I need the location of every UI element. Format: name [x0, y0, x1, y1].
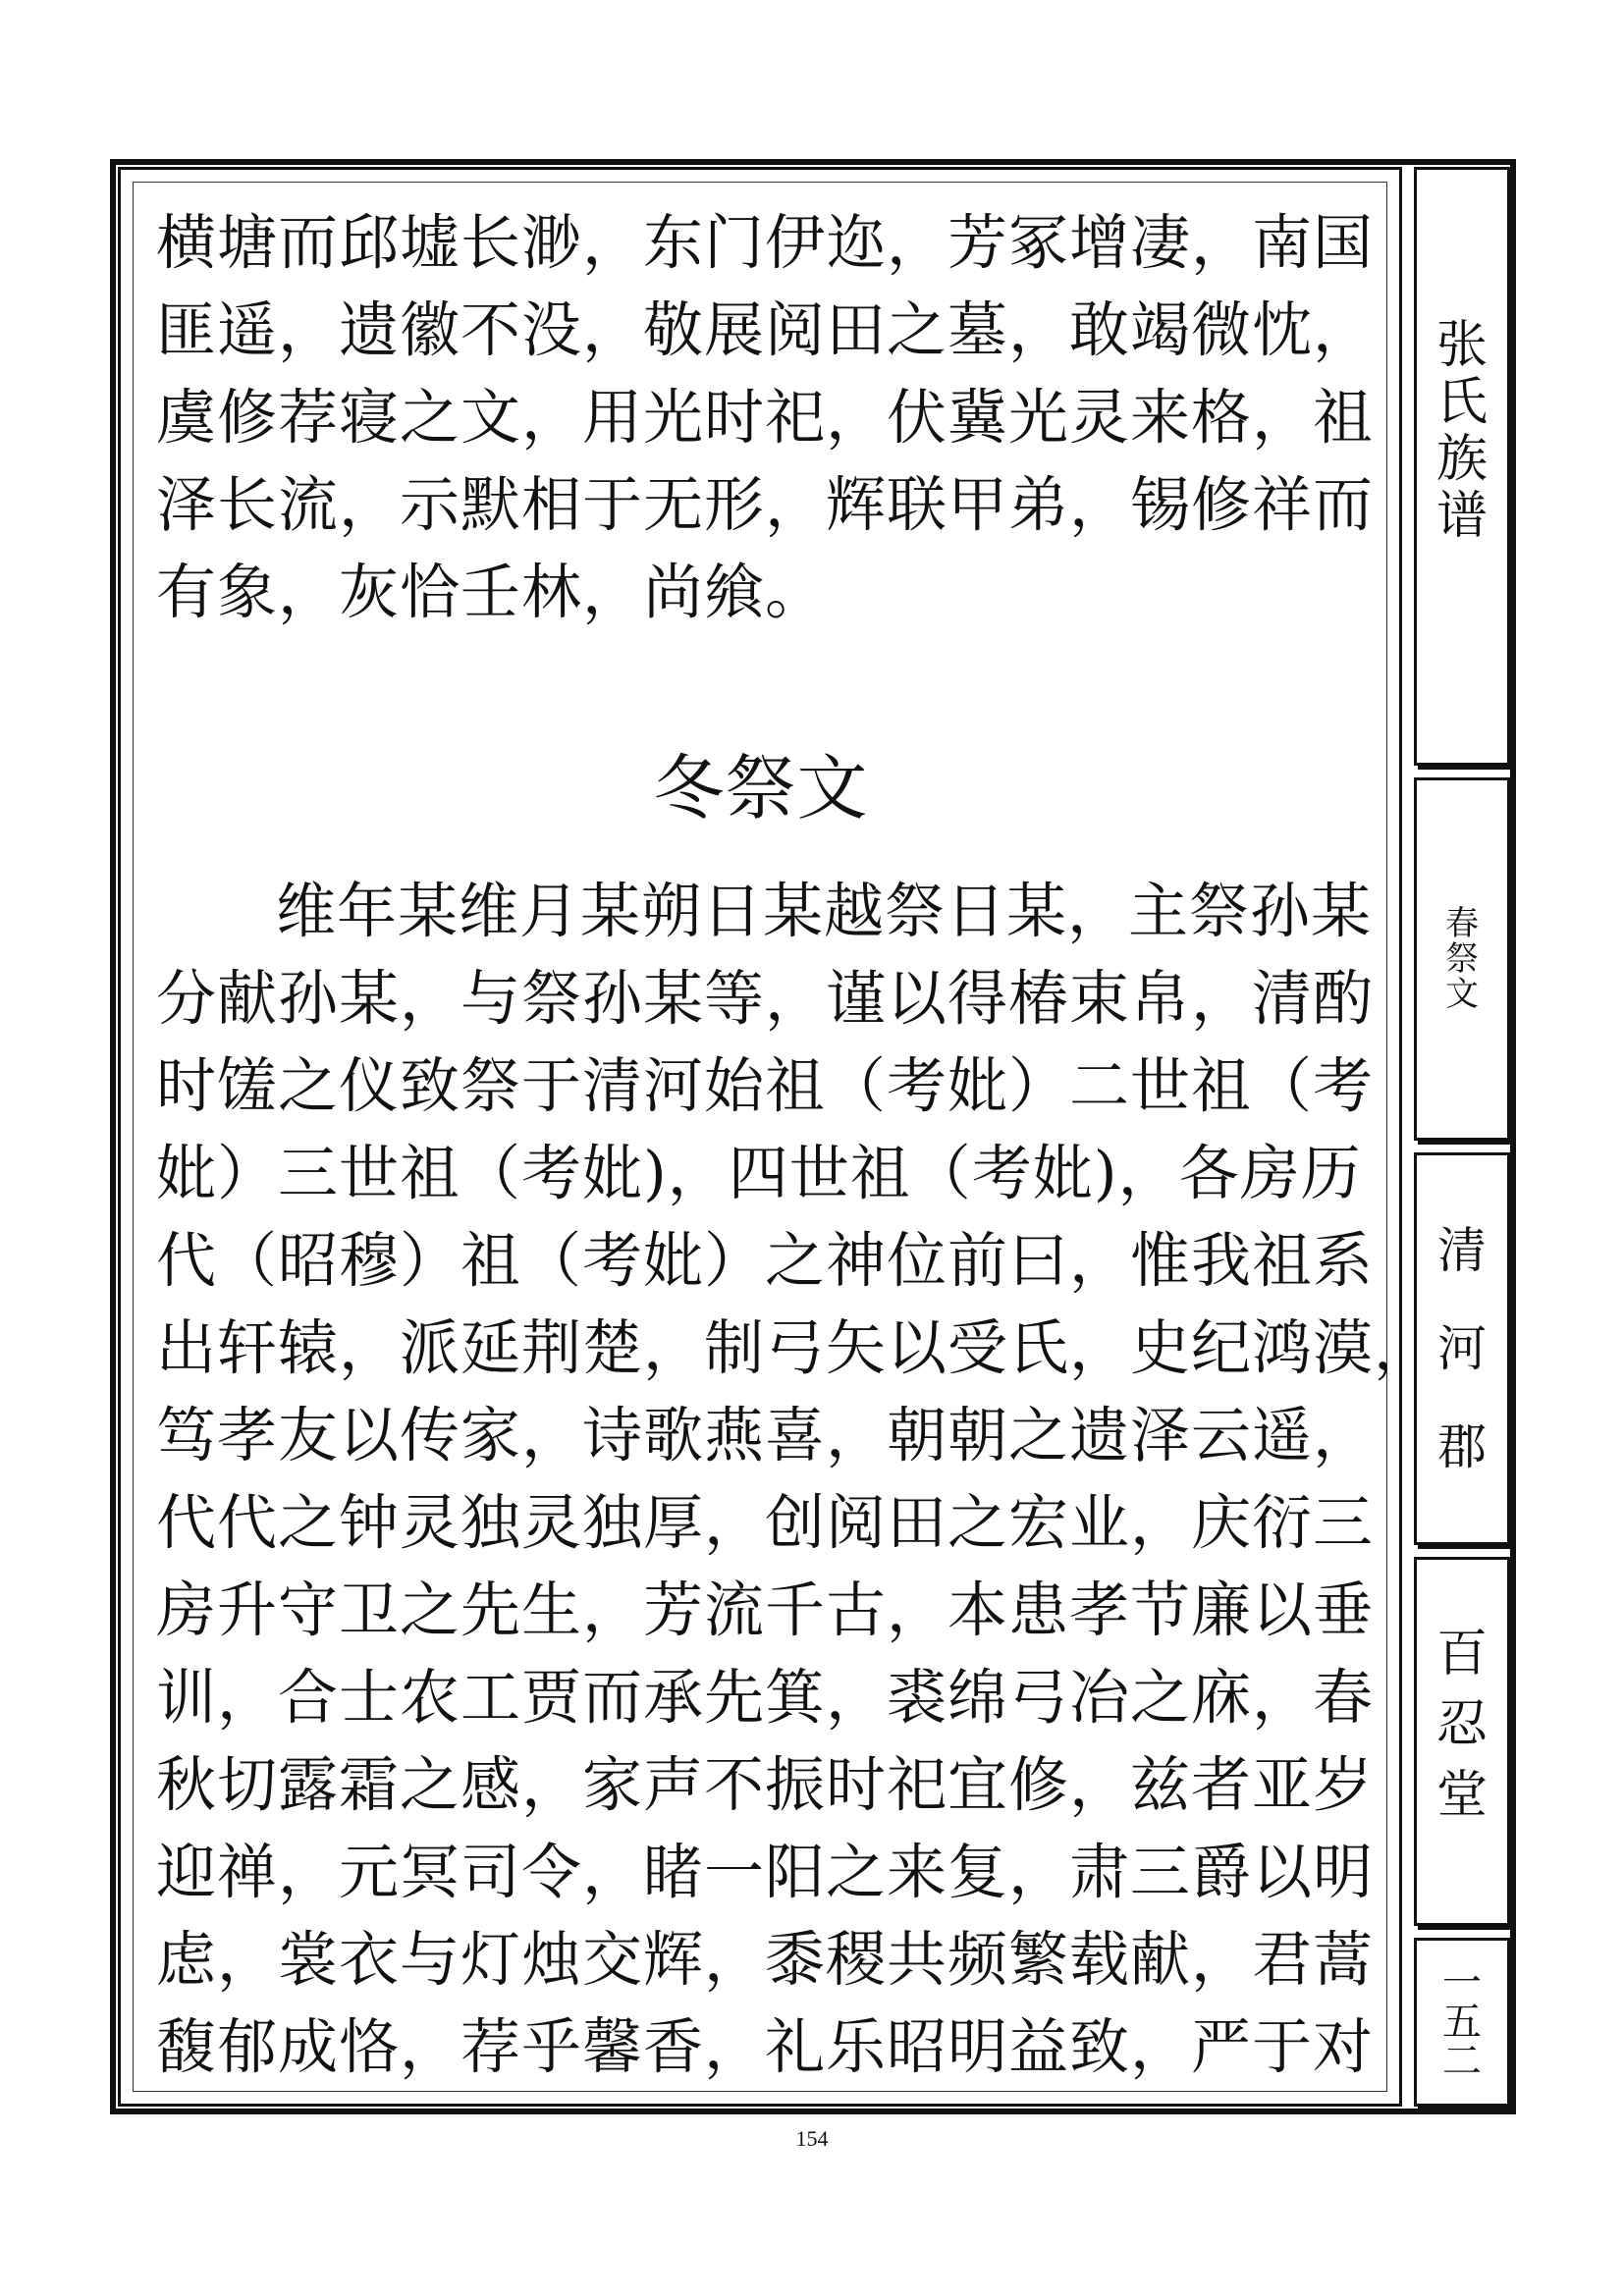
sidebar-page-number	[1414, 1938, 1510, 2107]
page-number-char: 二	[1442, 2039, 1482, 2084]
text-line: 房升守卫之先生，芳流千古，本患孝节廉以垂	[156, 1575, 1375, 1645]
book-title-char: 氏	[1435, 373, 1488, 432]
section-title-char: 春	[1445, 904, 1479, 943]
text-line: 代（昭穆）祖（考妣）之神位前曰，惟我祖系	[156, 1226, 1375, 1296]
book-title-char: 张	[1435, 316, 1488, 375]
text-line: 馥郁成恪，荐乎馨香，礼乐昭明益致，严于对	[156, 2012, 1375, 2082]
text-line: 迎禅，元冥司令，睹一阳之来复，肃三爵以明	[156, 1838, 1375, 1907]
page-number: 154	[795, 2126, 829, 2151]
text-line: 匪遥，遗徽不没，敬展阅田之墓，敢竭微忱，	[156, 295, 1375, 365]
text-line: 维年某维月某朔日某越祭日某，主祭孙某	[276, 877, 1373, 946]
commandery-char: 郡	[1437, 1418, 1487, 1475]
commandery-char: 清	[1437, 1222, 1487, 1279]
text-line: 秋切露霜之感，家声不振时祀宜修，兹者亚岁	[156, 1750, 1375, 1820]
page-number-char: 一	[1442, 1960, 1482, 2005]
text-line: 泽长流，示默相于无形，辉联甲弟，锡修祥而	[156, 470, 1375, 540]
text-line: 代代之钟灵独灵独厚，创阅田之宏业，庆衍三	[156, 1488, 1375, 1558]
section-heading: 冬祭文	[653, 747, 869, 829]
text-line: 分献孙某，与祭孙某等，谨以得椿束帛，清酌	[156, 964, 1375, 1034]
text-line: 笃孝友以传家，诗歌燕喜，朝朝之遗泽云遥，	[156, 1401, 1375, 1470]
section-title-char: 文	[1445, 975, 1479, 1014]
page-number-char: 五	[1442, 2000, 1482, 2045]
text-line: 虞修荐寝之文，用光时祀，伏冀光灵来格，祖	[156, 383, 1375, 453]
book-title-char: 族	[1435, 430, 1488, 489]
text-panel	[118, 167, 1435, 2107]
text-line: 时馐之仪致祭于清河始祖（考妣）二世祖（考	[156, 1051, 1375, 1121]
sidebar-commandery	[1414, 1152, 1510, 1545]
text-line: 横塘而邱墟长渺，东门伊迩，芳冢增凄，南国	[156, 208, 1375, 278]
sidebar-hall-name	[1414, 1557, 1510, 1926]
hall-name-char: 堂	[1435, 1766, 1488, 1825]
body-text	[156, 199, 1435, 2091]
sidebar-book-title	[1414, 167, 1510, 766]
hall-name-char: 百	[1435, 1625, 1488, 1683]
hall-name-char: 忍	[1435, 1695, 1488, 1754]
commandery-char: 河	[1437, 1320, 1487, 1377]
text-line: 妣）三世祖（考妣)，四世祖（考妣)，各房历	[156, 1139, 1362, 1208]
book-title-char: 谱	[1435, 487, 1488, 546]
section-title-char: 祭	[1445, 939, 1479, 979]
margin-sidebar	[1414, 167, 1510, 2107]
text-line: 虑，裳衣与灯烛交辉，黍稷共频繁载献，君蒿	[156, 1925, 1375, 1995]
text-line: 出轩辕，派延荆楚，制弓矢以受氏，史纪鸿漠，	[156, 1313, 1435, 1383]
sidebar-section-title	[1414, 777, 1510, 1141]
text-line: 有象，灰恰壬林，尚飨。	[156, 558, 827, 627]
text-line: 训，合士农工贾而承先箕，裘绵弓冶之庥，春	[156, 1663, 1375, 1733]
